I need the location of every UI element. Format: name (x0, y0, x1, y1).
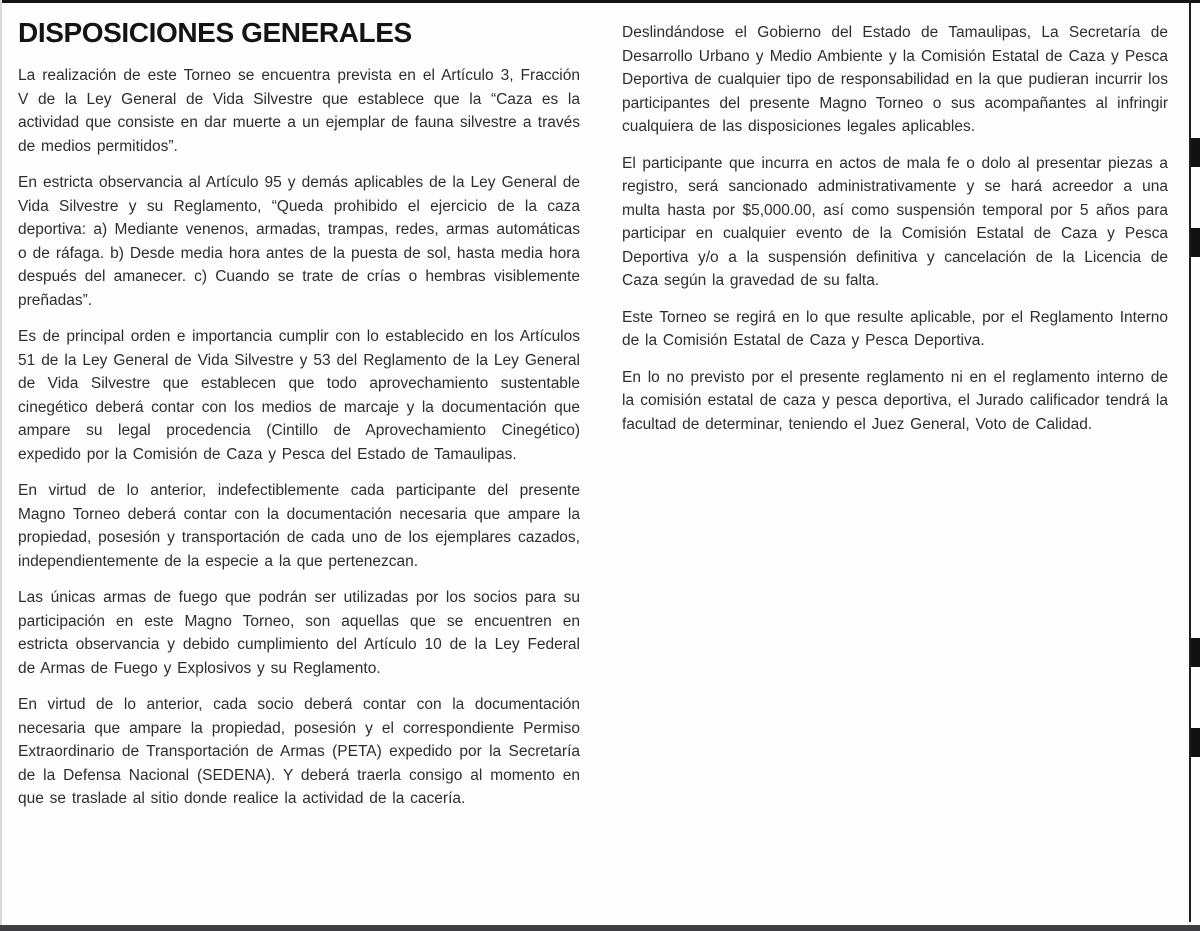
page-border-left (0, 0, 2, 931)
page-border-top (0, 0, 1200, 3)
scan-edge-mark (1191, 638, 1200, 667)
paragraph: El participante que incurra en actos de mala fe o dolo al presentar piezas a registro, será sancionado administrativamente y se hará acreedor a una multa hasta por $5,000.00, así como suspensión temporal por 5 años para participar en cualquier evento de la Comisión Estatal de Caza y Pesca Deportiva y/o a la suspensión definitiva y cancelación de la Licencia de Caza según la gravedad de su falta. (622, 154, 1168, 289)
paragraph: Es de principal orden e importancia cumplir con lo establecido en los Artículos 51 de la Ley General de Vida Silvestre y 53 del Reglamento de la Ley General de Vida Silvestre que establecen que todo aprovechamiento sustentable cinegético deberá contar con los medios de marcaje y la documentación que ampare su legal procedencia (Cintillo de Aprovechamiento Cinegético) expedido por la Comisión de Caza y Pesca del Estado de Tamaulipas. (18, 328, 580, 463)
paragraph: En virtud de lo anterior, indefectiblemente cada participante del presente Magno Torneo deberá contar con la documentación necesaria que ampare la propiedad, posesión y transportación de cada uno de los ejemplares cazados, independientemente de la especie a la que pertenezcan. (18, 482, 580, 570)
page-border-bottom (0, 925, 1200, 931)
page-title: DISPOSICIONES GENERALES (18, 17, 412, 48)
left-column-paragraphs (18, 64, 580, 811)
paragraph: La realización de este Torneo se encuentra prevista en el Artículo 3, Fracción V de la Ley General de Vida Silvestre que establece que la “Caza es la actividad que consiste en dar muerte a un ejemplar de fauna silvestre a través de medios permitidos”. (18, 67, 580, 155)
paragraph: En lo no previsto por el presente reglamento ni en el reglamento interno de la comisión estatal de caza y pesca deportiva, el Jurado calificador tendrá la facultad de determinar, teniendo el Juez General, Voto de Calidad. (622, 368, 1168, 433)
left-column (18, 15, 580, 824)
scan-edge-mark (1191, 728, 1200, 757)
right-column-paragraphs (622, 21, 1168, 436)
paragraph: En estricta observancia al Artículo 95 y demás aplicables de la Ley General de Vida Silvestre y su Reglamento, “Queda prohibido el ejercicio de la caza deportiva: a) Mediante venenos, armadas, trampas, redes, armas automáticas o de ráfaga. b) Desde media hora antes de la puesta de sol, hasta media hora después del amanecer. c) Cuando se trate de crías o hembras visiblemente preñadas”. (18, 174, 580, 309)
scan-edge-mark (1191, 228, 1200, 257)
paragraph: Este Torneo se regirá en lo que resulte aplicable, por el Reglamento Interno de la Comisión Estatal de Caza y Pesca Deportiva. (622, 308, 1168, 349)
paragraph: Deslindándose el Gobierno del Estado de Tamaulipas, La Secretaría de Desarrollo Urbano y Medio Ambiente y la Comisión Estatal de Caza y Pesca Deportiva de cualquier tipo de responsabilidad en la que pudieran incurrir los participantes del presente Magno Torneo o sus acompañantes al infringir cualquiera de las disposiciones legales aplicables. (622, 24, 1168, 135)
scan-edge-mark (1191, 138, 1200, 167)
paragraph: En virtud de lo anterior, cada socio deberá contar con la documentación necesaria que ampare la propiedad, posesión y el correspondiente Permiso Extraordinario de Transportación de Armas (PETA) expedido por la Secretaría de la Defensa Nacional (SEDENA). Y deberá traerla consigo al momento en que se traslade al sitio donde realice la actividad de la cacería. (18, 696, 580, 807)
right-column (622, 15, 1168, 824)
paragraph: Las únicas armas de fuego que podrán ser utilizadas por los socios para su participación en este Magno Torneo, son aquellas que se encuentren en estricta observancia y debido cumplimiento del Artículo 10 de la Ley Federal de Armas de Fuego y Explosivos y su Reglamento. (18, 589, 580, 677)
